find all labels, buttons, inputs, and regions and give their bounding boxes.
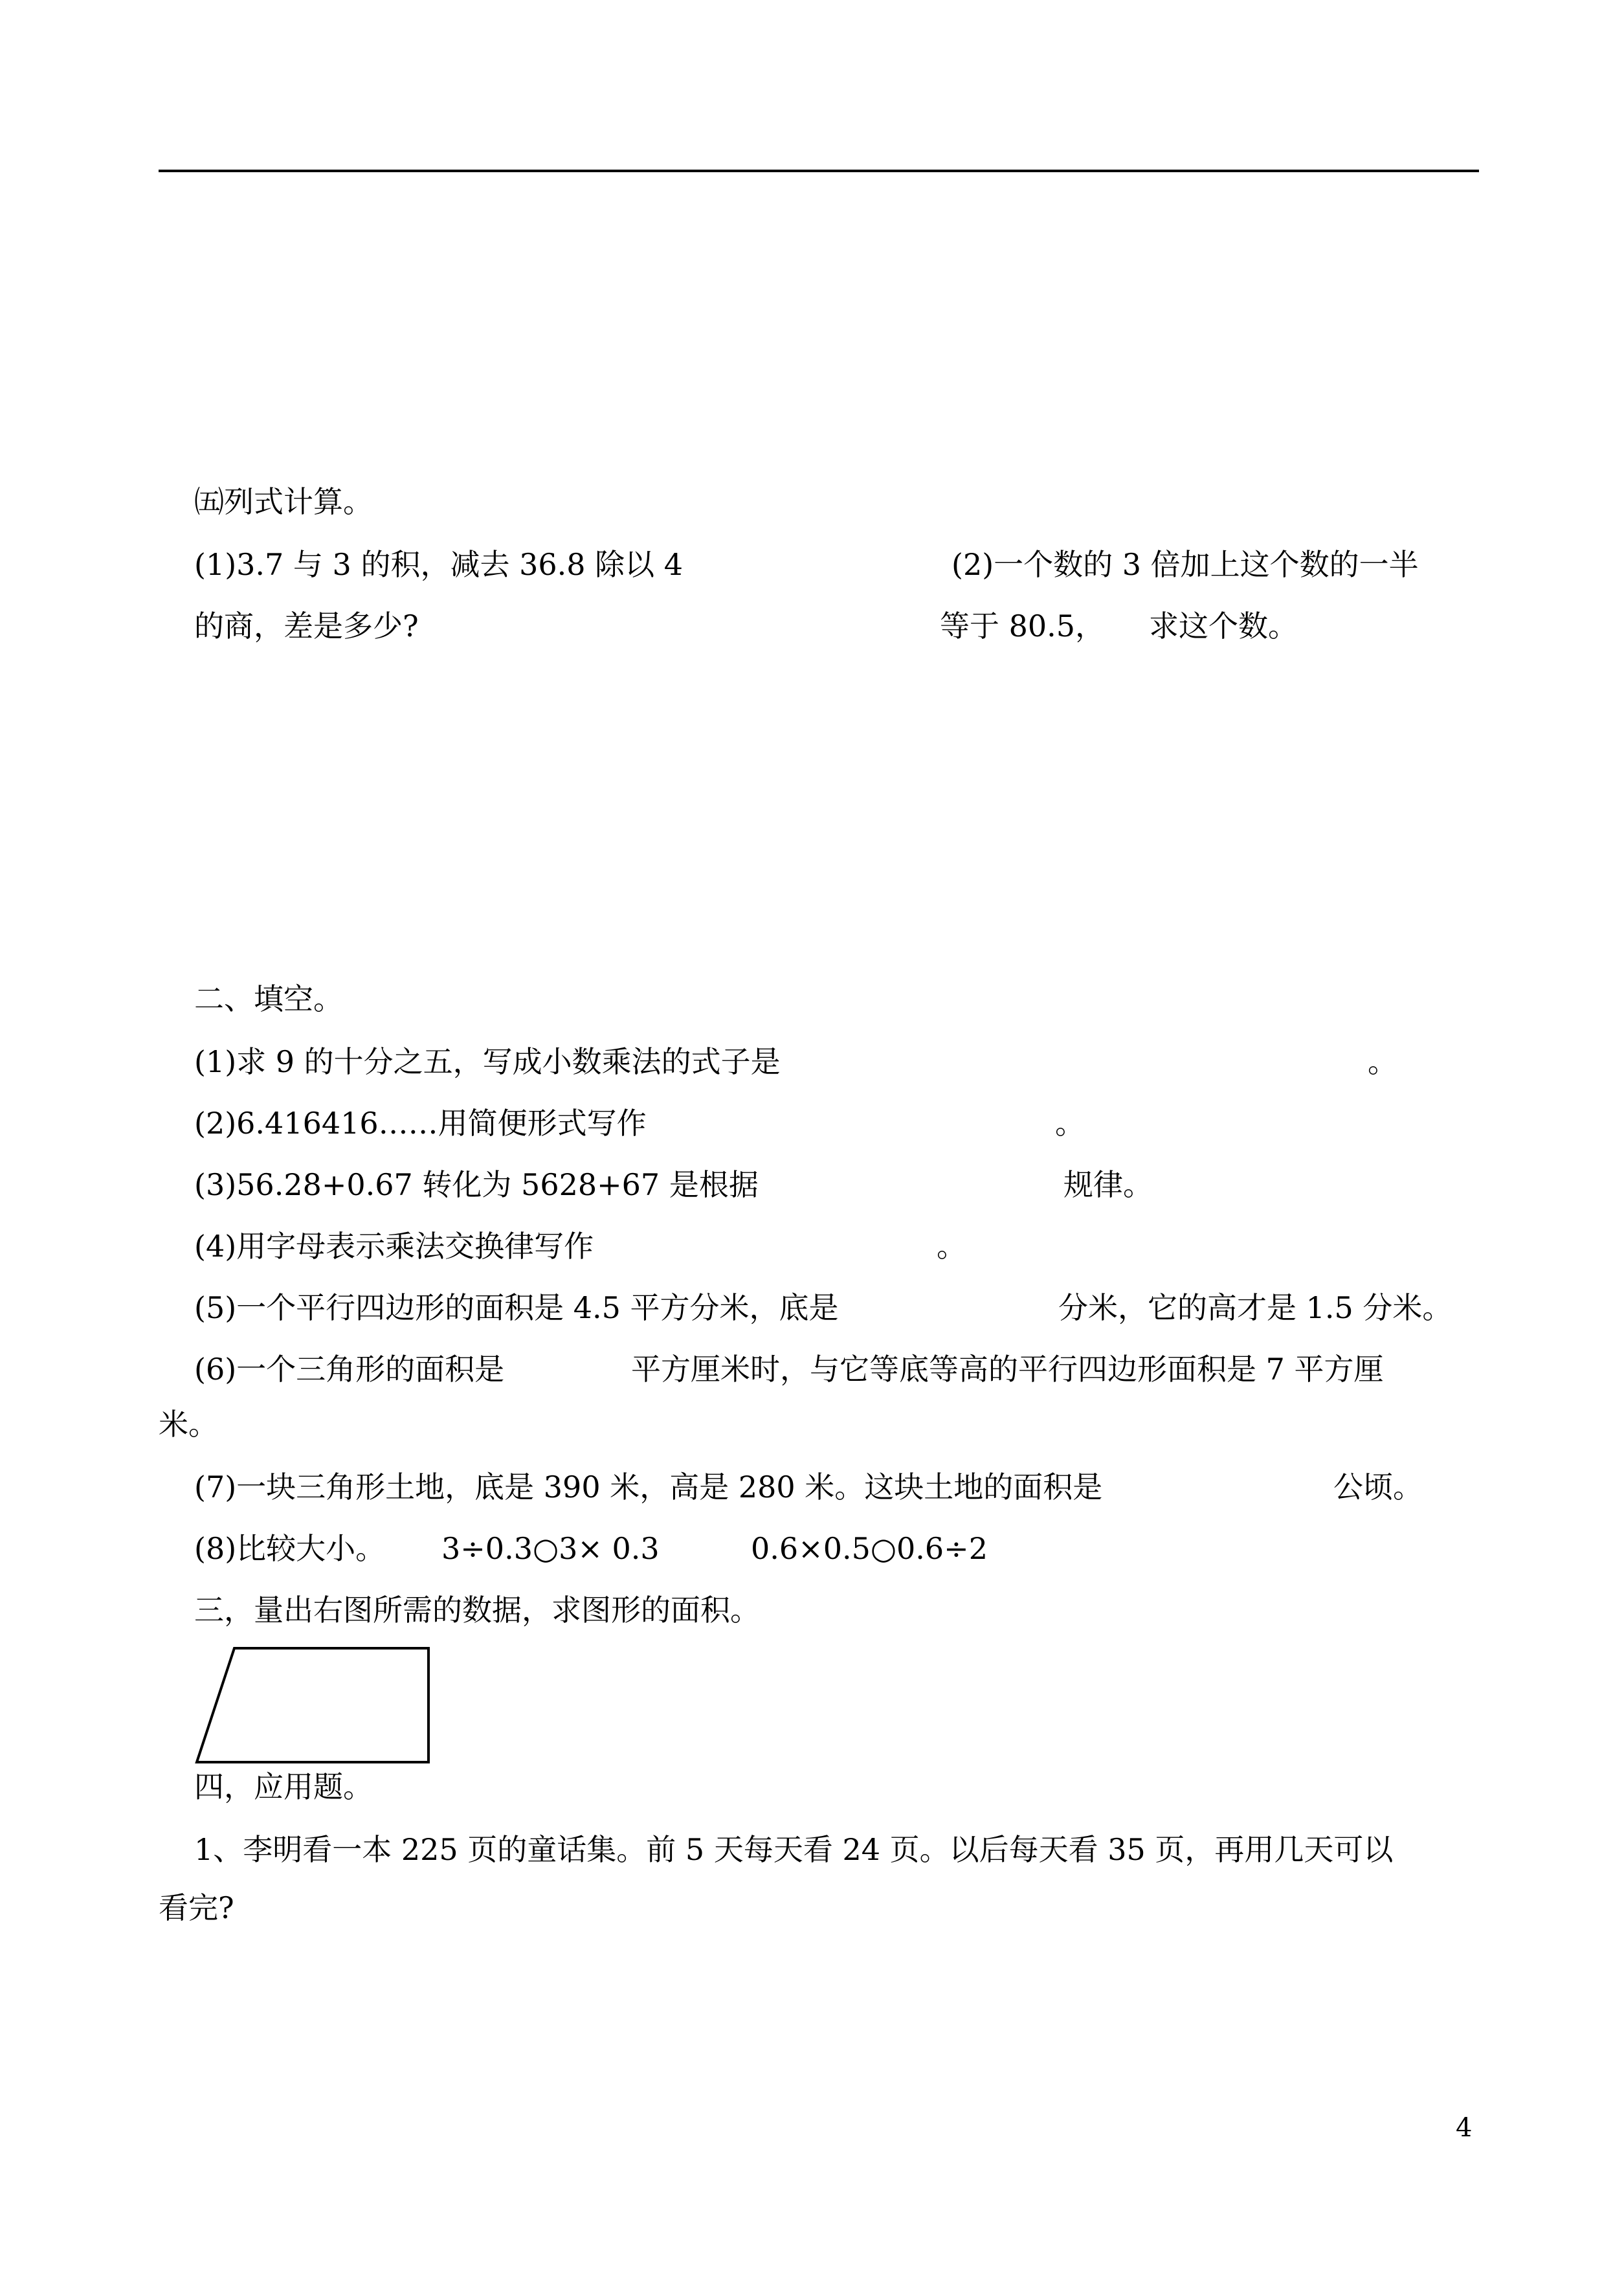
fill-item-3-tail: 规律。 [1063,1167,1153,1202]
fill-item-2-tail: 。 [1055,1106,1085,1141]
parallelogram-shape [197,1648,428,1762]
section3-heading: 三，量出右图所需的数据，求图形的面积。 [194,1593,760,1627]
parallelogram-figure [194,1644,440,1767]
fill-item-6: (6)一个三角形的面积是 [194,1352,505,1387]
fill-item-7-tail: 公顷。 [1333,1470,1423,1504]
section2-heading: 二、填空。 [194,981,343,1016]
header-rule [159,170,1479,172]
fill-item-7: (7)一块三角形土地，底是 390 米，高是 280 米。这块土地的面积是 [194,1470,1103,1504]
section5-q1-line1: (1)3.7 与 3 的积，减去 36.8 除以 4 [194,547,684,582]
fill-item-8: (8)比较大小。 [194,1531,386,1566]
fill-item-1-tail: 。 [1368,1044,1397,1079]
section4-q1-line1: 1、李明看一本 225 页的童话集。前 5 天每天看 24 页。以后每天看 35 页，再用几天可以 [194,1832,1394,1867]
fill-item-6-tail: 平方厘米时，与它等底等高的平行四边形面积是 7 平方厘 [631,1352,1384,1387]
section5-q2-line2b: 求这个数。 [1149,609,1298,643]
section4-heading: 四，应用题。 [194,1769,373,1804]
fill-item-6-tail2: 米。 [159,1407,218,1442]
fill-item-3: (3)56.28+0.67 转化为 5628+67 是根据 [194,1167,759,1202]
section5-heading: ㈤列式计算。 [194,484,373,519]
fill-item-5-tail: 分米，它的高才是 1.5 分米。 [1058,1290,1452,1325]
fill-item-5: (5)一个平行四边形的面积是 4.5 平方分米，底是 [194,1290,839,1325]
fill-item-2: (2)6.416416……用简便形式写作 [194,1106,647,1141]
section5-q1-line2: 的商，差是多少? [194,609,419,643]
fill-item-4-tail: 。 [937,1229,966,1264]
section4-q1-line2: 看完? [159,1890,234,1925]
section5-q2-line1: (2)一个数的 3 倍加上这个数的一半 [951,547,1419,582]
fill-item-1: (1)求 9 的十分之五，写成小数乘法的式子是 [194,1044,781,1079]
fill-item-4: (4)用字母表示乘法交换律写作 [194,1229,594,1264]
fill-item-8-expr1: 3÷0.3○3× 0.3 [441,1531,660,1566]
page-number: 4 [1456,2113,1473,2143]
section5-q2-line2a: 等于 80.5， [940,609,1106,643]
fill-item-8-expr2: 0.6×0.5○0.6÷2 [751,1531,988,1566]
